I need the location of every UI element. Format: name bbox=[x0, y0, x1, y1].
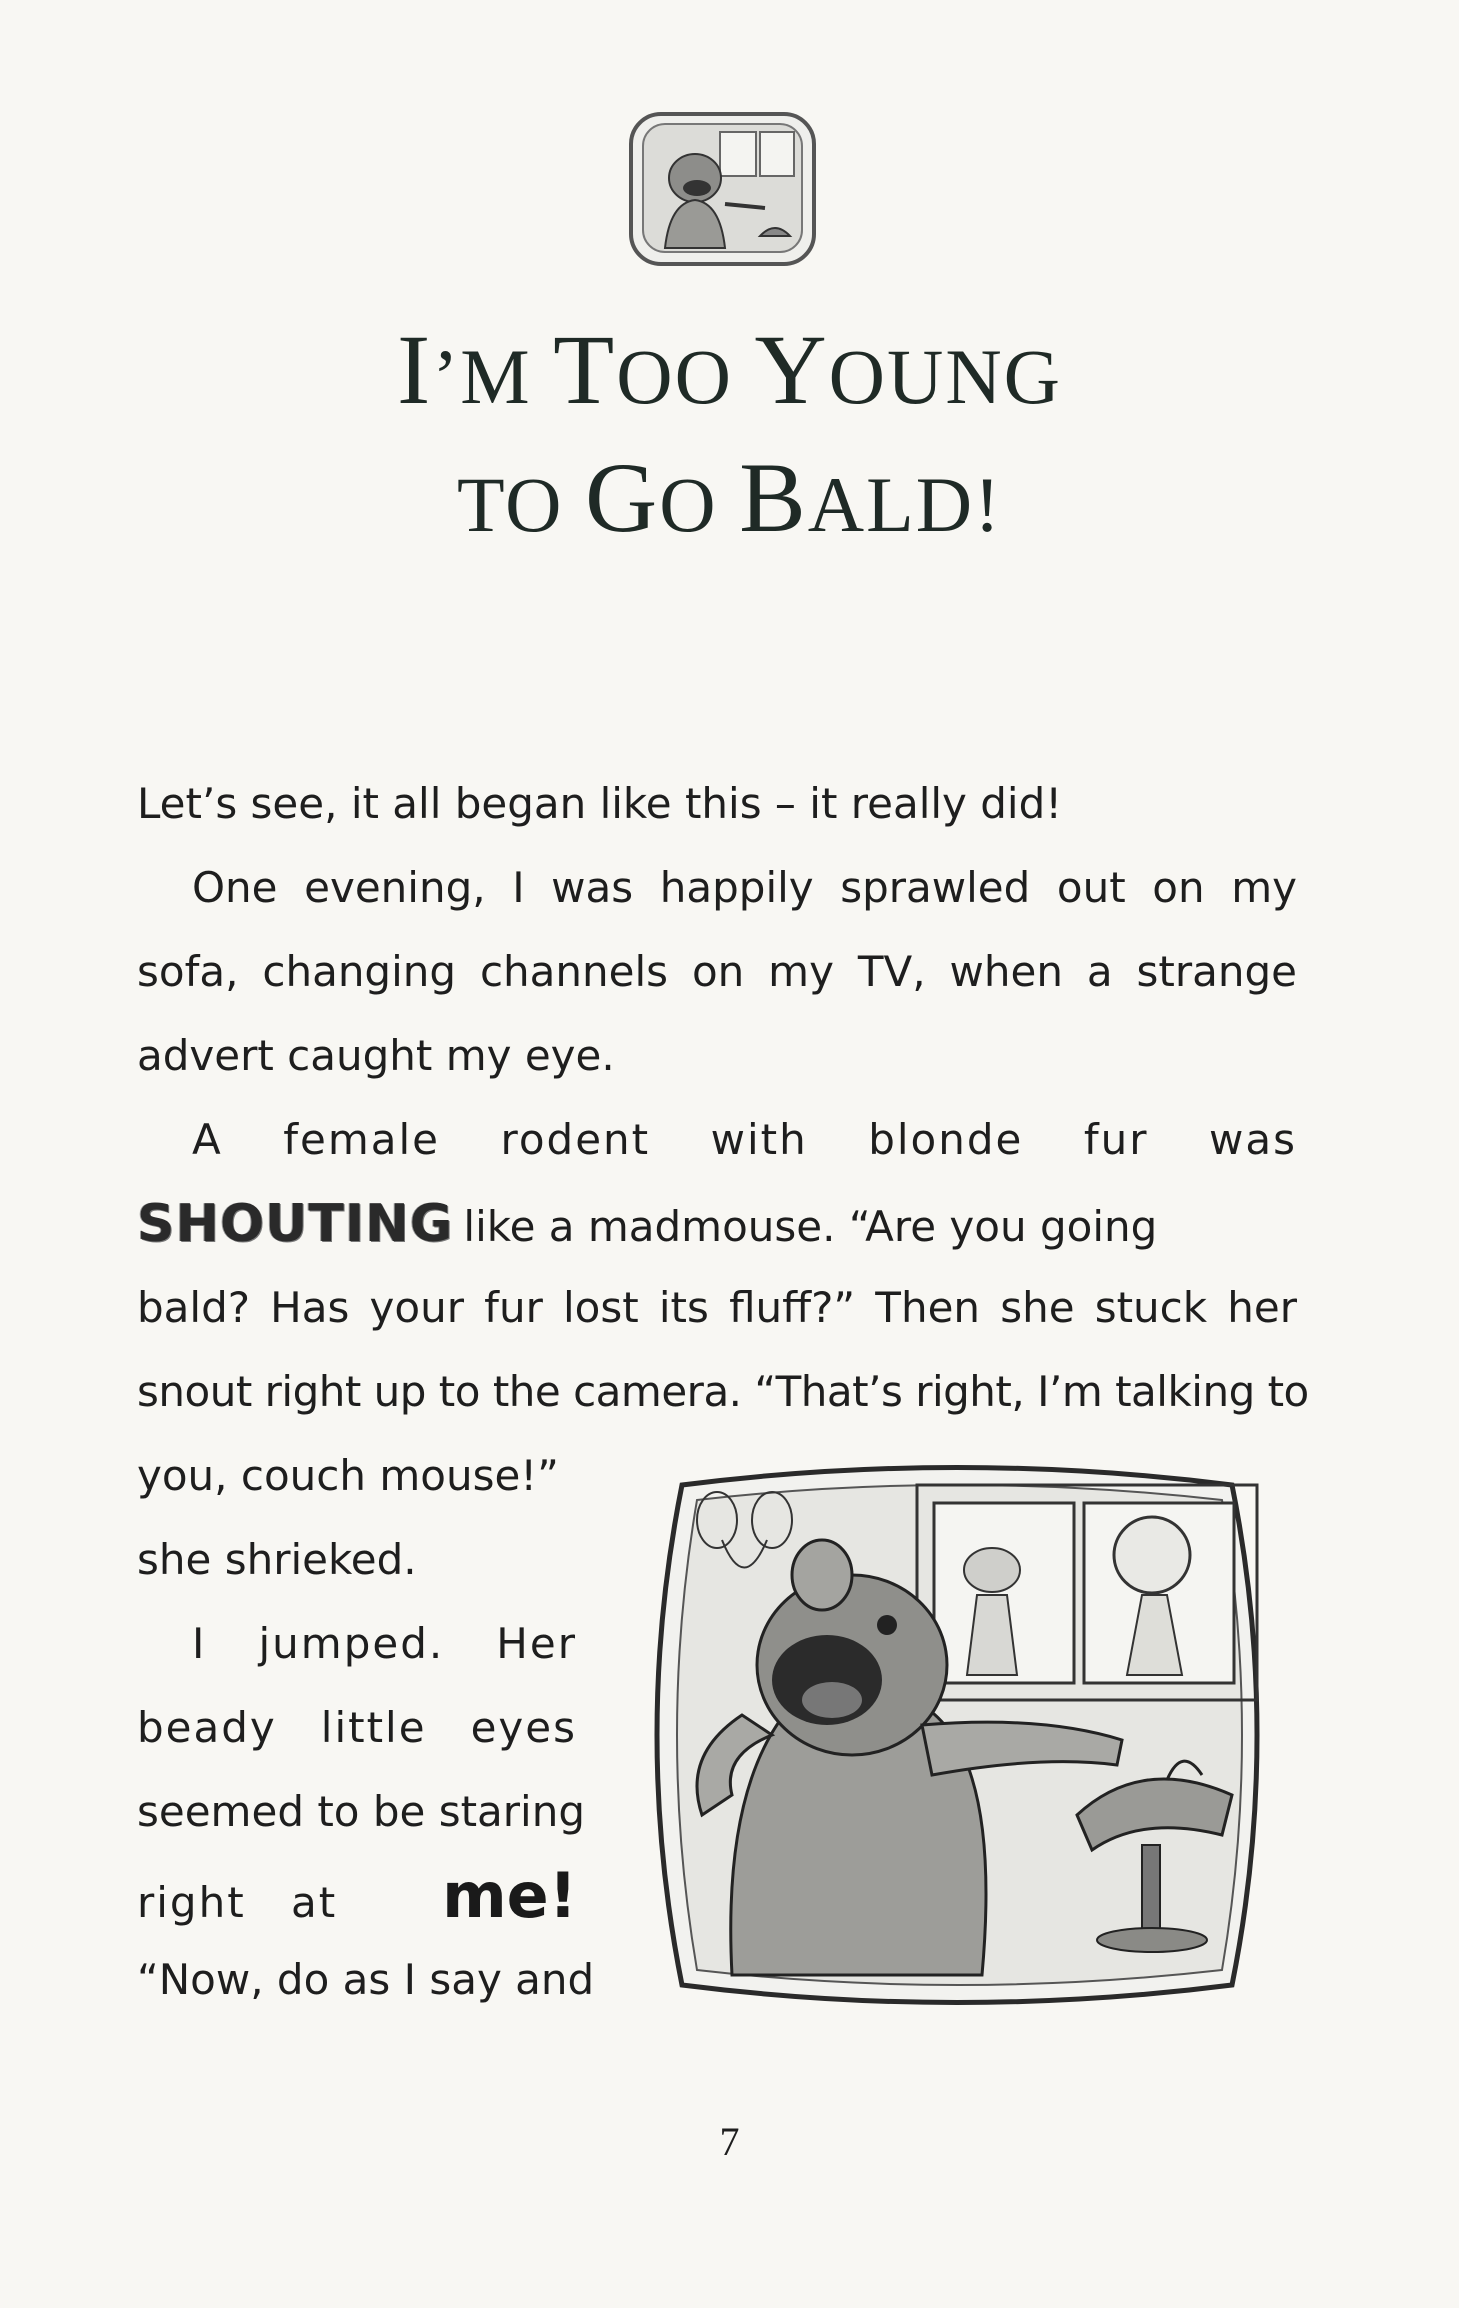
body-line: Let’s see, it all began like this – it really did! bbox=[137, 779, 1063, 828]
body-line: bald? Has your fur lost its fluff?” Then she stuck her bbox=[137, 1283, 1297, 1332]
body-line bbox=[137, 1854, 577, 1945]
body-line: One evening, I was happily sprawled out on my bbox=[192, 863, 1297, 912]
body-line: you, couch mouse!” bbox=[137, 1451, 559, 1500]
title-word: GO bbox=[585, 442, 718, 553]
title-word: BALD! bbox=[739, 442, 1003, 553]
title-word: TO bbox=[456, 461, 564, 548]
title-word: YOUNG bbox=[754, 314, 1062, 425]
tv-advert-illustration bbox=[622, 1455, 1292, 2015]
emphasis-me: me! bbox=[442, 1859, 577, 1932]
body-line: advert caught my eye. bbox=[137, 1031, 615, 1080]
body-line: snout right up to the camera. “That’s right, I’m talking to bbox=[137, 1367, 1309, 1416]
body-line: beady little eyes bbox=[137, 1703, 577, 1752]
body-line-text: right at bbox=[137, 1878, 338, 1927]
chapter-title-line-2 bbox=[0, 442, 1459, 553]
body-line: seemed to be staring bbox=[137, 1787, 585, 1836]
body-line: sofa, changing channels on my TV, when a strange bbox=[137, 947, 1297, 996]
title-word: I’M bbox=[397, 314, 532, 425]
chapter-title-line-1 bbox=[0, 314, 1459, 425]
body-line: she shrieked. bbox=[137, 1535, 417, 1584]
page-number: 7 bbox=[719, 2119, 740, 2164]
body-line bbox=[137, 1182, 1297, 1269]
shouting-word: SHOUTING bbox=[137, 1194, 454, 1254]
body-line: A female rodent with blonde fur was bbox=[192, 1115, 1297, 1164]
title-word: TOO bbox=[553, 314, 733, 425]
body-line: I jumped. Her bbox=[192, 1619, 577, 1668]
tv-screen-mouse-icon bbox=[625, 108, 820, 270]
body-line: “Now, do as I say and bbox=[137, 1955, 595, 2004]
body-line-text: like a madmouse. “Are you going bbox=[463, 1202, 1158, 1251]
